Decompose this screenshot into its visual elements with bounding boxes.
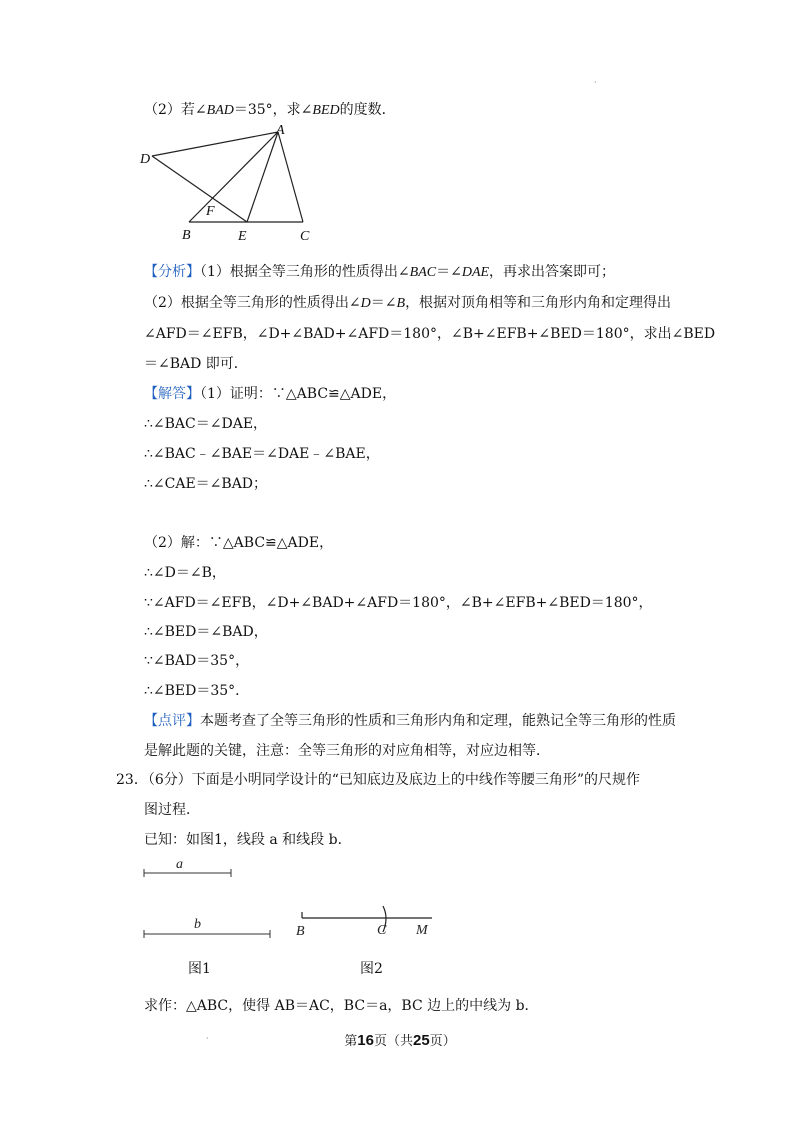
q23-line-2: 图过程． [144, 802, 200, 818]
segment-a-figure [140, 852, 240, 882]
segment-a-label: a [176, 857, 183, 872]
fig2-label-B: B [296, 924, 305, 939]
proof-line-bad35: ∵∠BAD＝35°， [144, 653, 250, 669]
answer-line-2: （2）解：∵△ABC≌△ADE， [144, 535, 334, 551]
comment-tag: 【点评】 [144, 713, 200, 729]
segment-b-label: b [194, 917, 201, 932]
q23-given: 已知：如图1，线段 a 和线段 b． [144, 832, 352, 848]
construct-requirement: 求作：△ABC，使得 AB＝AC，BC＝a，BC 边上的中线为 b． [144, 998, 539, 1014]
analysis-line-1: 【分析】（1）根据全等三角形的性质得出∠BAC＝∠DAE，再求出答案即可； [144, 264, 616, 280]
scan-dot: · [594, 78, 597, 87]
segment-CA [278, 132, 303, 222]
proof-line-bed-bad: ∴∠BED＝∠BAD， [144, 624, 268, 640]
proof-line-minus: ∴∠BAC﹣∠BAE＝∠DAE﹣∠BAE， [144, 446, 380, 462]
page-footer: 第16页（共25页） [344, 1032, 456, 1049]
label-B: B [182, 228, 191, 243]
proof-line-bac: ∴∠BAC＝∠DAE， [144, 416, 268, 432]
segment-b-figure [140, 912, 280, 942]
label-C: C [300, 229, 310, 244]
proof-line-sums: ∵∠AFD＝∠EFB，∠D+∠BAD+∠AFD＝180°，∠B+∠EFB+∠BED＝180°， [144, 595, 653, 611]
fig2-label-M: M [416, 923, 428, 938]
proof-line-cae: ∴∠CAE＝∠BAD； [144, 476, 268, 492]
proof-line-bed35: ∴∠BED＝35°． [144, 683, 250, 699]
label-F: F [206, 204, 215, 219]
analysis-tag: 【分析】 [144, 264, 200, 280]
answer-line-1: 【解答】（1）证明：∵△ABC≌△ADE， [144, 386, 397, 402]
analysis-line-3: ∠AFD＝∠EFB，∠D+∠BAD+∠AFD＝180°，∠B+∠EFB+∠BED＝180°，求出∠BED [144, 326, 716, 342]
answer-tag: 【解答】 [144, 386, 200, 402]
figure-2 [292, 904, 442, 940]
label-D: D [140, 152, 151, 167]
triangle-figure [130, 118, 330, 248]
label-E: E [238, 229, 247, 244]
comment-line-1: 【点评】本题考查了全等三角形的性质和三角形内角和定理，能熟记全等三角形的性质 [144, 713, 676, 729]
page-number: 16 [357, 1032, 374, 1049]
comment-line-2: 是解此题的关键，注意：全等三角形的对应角相等，对应边相等． [144, 743, 550, 759]
analysis-line-4: ＝∠BAD 即可． [144, 356, 248, 372]
scan-dot-2: · [206, 1034, 209, 1043]
label-A: A [276, 123, 285, 138]
proof-line-d-b: ∴∠D＝∠B， [144, 565, 226, 581]
segment-BA [189, 132, 278, 222]
page-total: 25 [413, 1032, 430, 1049]
analysis-line-2: （2）根据全等三角形的性质得出∠D＝∠B，根据对顶角相等和三角形内角和定理得出 [144, 295, 672, 311]
q2-prompt: （2）若∠BAD＝35°，求∠BED的度数． [144, 102, 396, 118]
fig1-caption: 图1 [188, 961, 211, 977]
fig2-label-C: C [377, 923, 387, 938]
segment-DA [152, 132, 278, 156]
segment-EA [247, 132, 278, 222]
fig2-caption: 图2 [360, 961, 383, 977]
q23-line-1: 23．（6分）下面是小明同学设计的“已知底边及底边上的中线作等腰三角形”的尺规作 [116, 772, 641, 788]
